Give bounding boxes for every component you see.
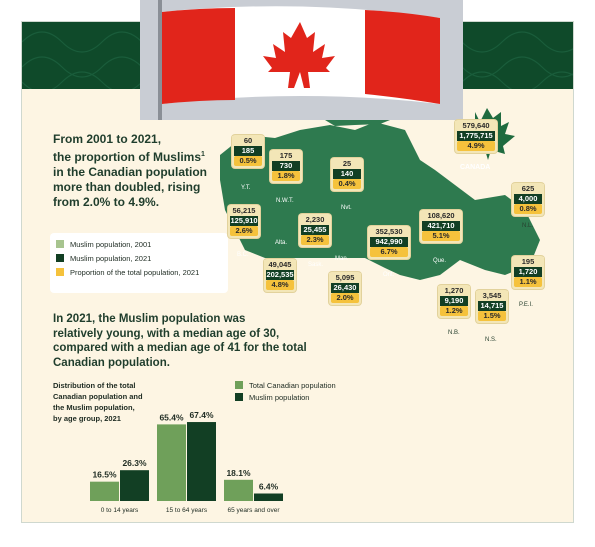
section2-line: relatively young, with a median age of 30, — [53, 327, 280, 340]
pct-2021: 1.5% — [478, 311, 506, 321]
pct-2021: 0.4% — [333, 179, 361, 189]
region-chip-pei — [512, 256, 544, 289]
category-label: 15 to 64 years — [165, 507, 208, 514]
bar-total-1 — [157, 424, 186, 501]
legend-swatch — [235, 393, 243, 401]
bar-total-0 — [90, 482, 119, 501]
pct-2021: 6.7% — [370, 247, 408, 257]
legend-label: Proportion of the total population, 2021 — [70, 267, 200, 277]
pop-2021: 421,710 — [422, 221, 460, 231]
pct-2021: 2.0% — [331, 293, 359, 303]
pct-2021: 1.2% — [440, 306, 468, 316]
pop-2001: 175 — [270, 151, 302, 161]
legend-item-2021 — [56, 251, 222, 265]
intro-line: more than doubled, rising — [53, 180, 201, 194]
legend-label: Total Canadian population — [249, 380, 336, 390]
province-label: Alta. — [275, 240, 288, 246]
bar-muslim-2 — [254, 494, 283, 501]
pct-2021: 4.9% — [457, 141, 495, 151]
pop-2001: 352,530 — [368, 227, 410, 237]
data-label: 67.4% — [189, 410, 214, 421]
pop-2001: 60 — [232, 136, 264, 146]
intro-line-text: the proportion of Muslims — [53, 150, 201, 164]
region-chip-ont — [368, 226, 410, 259]
chart-legend-item — [235, 379, 336, 391]
pop-2001: 108,620 — [420, 211, 462, 221]
legend-label: Muslim population, 2001 — [70, 239, 152, 249]
region-chip-canada — [455, 120, 497, 153]
chart-title-line: by age group, 2021 — [53, 414, 121, 423]
data-label: 6.4% — [258, 481, 279, 492]
province-label: Que. — [433, 258, 447, 264]
pct-2021: 2.6% — [230, 226, 258, 236]
pop-2021: 942,990 — [370, 237, 408, 247]
chart-title-line: Distribution of the total — [53, 381, 136, 390]
region-chip-yt — [232, 135, 264, 168]
province-label: N.L. — [522, 223, 534, 229]
legend-swatch — [56, 240, 64, 248]
pop-2021: 125,910 — [230, 216, 258, 225]
intro-line: in the Canadian population — [53, 165, 207, 179]
intro-line: From 2001 to 2021, — [53, 132, 162, 146]
chart-title-line: Canadian population and — [53, 392, 143, 401]
country-label: CANADA — [460, 164, 491, 171]
province-label: Y.T. — [241, 185, 251, 191]
region-chip-nvt — [331, 158, 363, 191]
data-label: 26.3% — [122, 458, 147, 469]
province-label: Ont. — [383, 272, 395, 278]
region-chip-ns — [476, 290, 508, 323]
bar-chart — [82, 407, 312, 519]
region-chip-nwt — [270, 150, 302, 183]
province-label: N.W.T. — [276, 198, 294, 204]
pop-2001: 2,230 — [299, 215, 331, 225]
pop-2021: 1,720 — [514, 267, 542, 277]
chart-legend-item — [235, 391, 336, 403]
pct-2021: 0.8% — [514, 204, 542, 214]
province-label: P.E.I. — [519, 302, 533, 308]
province-label: N.S. — [485, 337, 497, 343]
region-chip-nb — [438, 285, 470, 318]
region-chip-alta — [264, 259, 296, 292]
pop-2021: 14,715 — [478, 301, 506, 311]
region-chip-bc — [228, 205, 260, 238]
pop-2001: 1,270 — [438, 286, 470, 296]
intro-line: from 2.0% to 4.9%. — [53, 195, 160, 209]
legend-label: Muslim population — [249, 392, 310, 402]
data-label: 65.4% — [159, 412, 184, 423]
chart-legend — [235, 379, 336, 403]
map-legend — [50, 233, 228, 293]
legend-label: Muslim population, 2021 — [70, 253, 152, 263]
province-label: Man. — [335, 256, 349, 262]
legend-item-2001 — [56, 237, 222, 251]
pop-2021: 25,455 — [301, 225, 329, 235]
section2-line: In 2021, the Muslim population was — [53, 313, 246, 325]
legend-swatch — [56, 254, 64, 262]
footnote-mark: 1 — [201, 151, 205, 158]
pop-2001: 579,640 — [455, 121, 497, 131]
pop-2001: 195 — [512, 257, 544, 267]
province-label: B.C. — [237, 252, 249, 258]
pop-2021: 730 — [272, 161, 300, 171]
legend-item-proportion — [56, 265, 222, 279]
pop-2001: 49,045 — [264, 260, 296, 270]
pop-2001: 5,095 — [329, 273, 361, 283]
region-chip-sask — [299, 214, 331, 247]
region-chip-nl — [512, 183, 544, 216]
pop-2021: 26,430 — [331, 283, 359, 293]
region-chip-que — [420, 210, 462, 243]
province-label: N.B. — [448, 330, 460, 336]
pct-2021: 5.1% — [422, 231, 460, 241]
category-label: 0 to 14 years — [100, 507, 139, 514]
bar-muslim-1 — [187, 422, 216, 501]
pop-2021: 202,535 — [266, 270, 294, 279]
section2-line: compared with a median age of 41 for the total — [53, 342, 307, 354]
chart-title-line: the Muslim population, — [53, 403, 135, 412]
legend-swatch — [56, 268, 64, 276]
section2-line: Canadian population. — [53, 356, 170, 369]
pop-2021: 4,000 — [514, 194, 542, 204]
pct-2021: 4.8% — [266, 280, 294, 290]
region-chip-man — [329, 272, 361, 305]
data-label: 18.1% — [226, 467, 251, 478]
pop-2021: 185 — [234, 146, 262, 156]
pop-2001: 3,545 — [476, 291, 508, 301]
pct-2021: 0.5% — [234, 156, 262, 166]
pop-2001: 56,215 — [228, 206, 260, 216]
bar-muslim-0 — [120, 470, 149, 501]
pop-2021: 140 — [333, 169, 361, 179]
pop-2021: 9,190 — [440, 296, 468, 306]
canada-flag-icon — [140, 0, 463, 120]
data-label: 16.5% — [92, 469, 117, 480]
province-label: Nvt. — [341, 205, 352, 211]
pop-2021: 1,775,715 — [457, 131, 495, 141]
bar-total-2 — [224, 480, 253, 501]
category-label: 65 years and over — [227, 507, 280, 514]
pop-2001: 25 — [331, 159, 363, 169]
legend-swatch — [235, 381, 243, 389]
pop-2001: 625 — [512, 184, 544, 194]
province-label: Sask. — [308, 262, 324, 268]
pct-2021: 1.8% — [272, 171, 300, 181]
pct-2021: 2.3% — [301, 235, 329, 245]
pct-2021: 1.1% — [514, 277, 542, 287]
canada-flag-image — [140, 0, 463, 120]
